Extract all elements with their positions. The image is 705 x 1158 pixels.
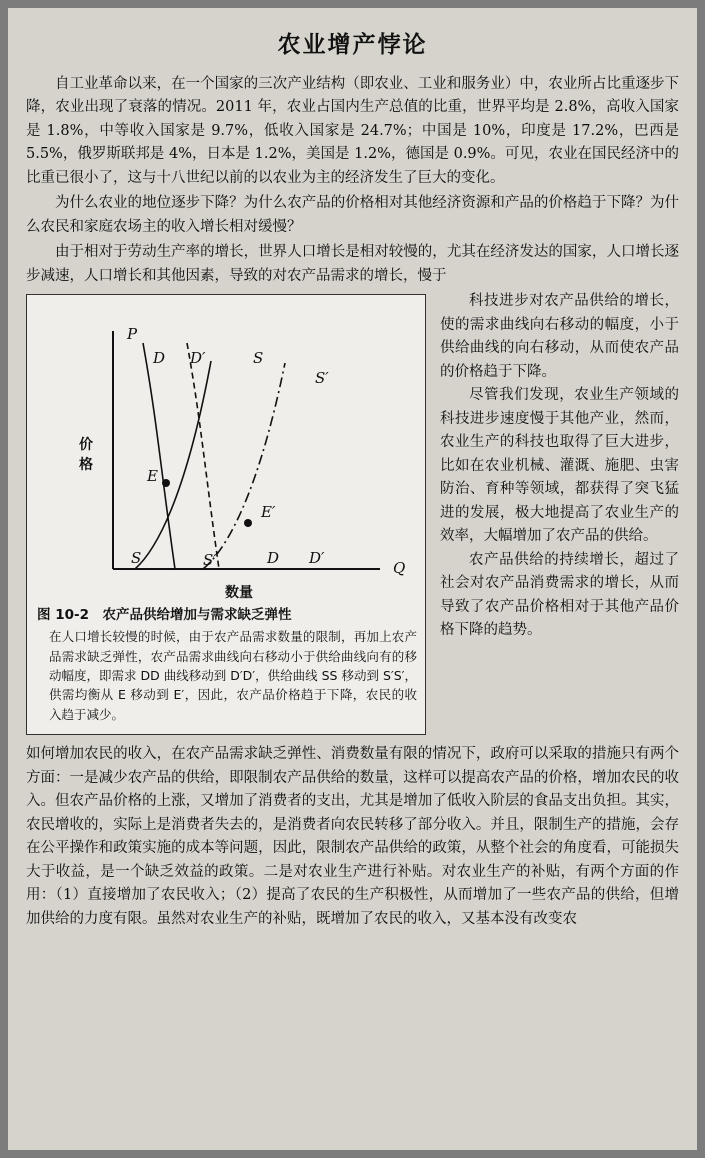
page-title: 农业增产悖论 bbox=[277, 31, 428, 58]
equilibrium-point-e-prime bbox=[244, 519, 252, 527]
label-d-prime: D′ bbox=[190, 349, 206, 368]
side-paragraph-2: 尽管我们发现，农业生产领域的科技进步速度慢于其他产业，然而，农业生产的科技也取得了巨大进步，比如在农业机械、灌溉、施肥、虫害防治、育种等领域，都获得了突飞猛进的发展，极大地提高了农业生产的效率，大幅增加了农产品的供给。 bbox=[440, 387, 679, 545]
figure-caption-body: 在人口增长较慢的时候，由于农产品需求数量的限制，再加上农产品需求缺乏弹性，农产品需求曲线向右移动小于供给曲线向有的移动幅度，即需求 DD 曲线移动到 D′D′，供给曲线 SS 移动到 S′S′，供需均衡从 E 移动到 E′，因此，农产品价格趋于下降，农民的收入趋于减少。 bbox=[49, 629, 417, 722]
x-axis-label: 数量 bbox=[225, 585, 253, 602]
label-s: S bbox=[253, 349, 264, 368]
label-p: P bbox=[127, 325, 138, 344]
label-d-prime-bottom: D′ bbox=[309, 549, 325, 568]
figure-10-2 bbox=[26, 294, 426, 735]
label-d: D bbox=[153, 349, 166, 368]
label-s-prime-bottom: S′ bbox=[203, 551, 217, 570]
closing-section bbox=[26, 739, 679, 931]
chart-svg bbox=[35, 301, 417, 601]
paragraph-3: 由于相对于劳动生产率的增长，世界人口增长是相对较慢的，尤其在经济发达的国家，人口增长逐步减速，人口增长和其他因素，导致的对农产品需求的增长，慢于 bbox=[26, 244, 679, 284]
y-axis-label-char-2: 格 bbox=[79, 457, 93, 474]
figure-and-side-text bbox=[26, 290, 679, 739]
paragraph-2: 为什么农业的地位逐步下降？为什么农产品的价格相对其他经济资源和产品的价格趋于下降？为什么农民和家庭农场主的收入增长相对缓慢？ bbox=[26, 195, 679, 235]
label-e: E bbox=[147, 467, 158, 486]
label-q: Q bbox=[393, 559, 406, 578]
label-e-prime: E′ bbox=[261, 503, 276, 522]
supply-demand-chart bbox=[35, 301, 417, 601]
side-paragraph-3: 农产品供给的持续增长，超过了社会对农产品消费需求的增长，从而导致了农产品价格相对于其他产品价格下降的趋势。 bbox=[440, 551, 679, 639]
document-page bbox=[8, 8, 697, 1150]
figure-caption-title: 图 10-2 农产品供给增加与需求缺乏弹性 bbox=[37, 607, 292, 624]
paragraph-1: 自工业革命以来，在一个国家的三次产业结构（即农业、工业和服务业）中，农业所占比重逐步下降，农业出现了衰落的情况。2011 年，农业占国内生产总值的比重，世界平均是 2.8%，高收入国家是 1.8%，中等收入国家是 9.7%，低收入国家是 24.7%；中国是 10%，印度是 17.2%，巴西是 5.5%，俄罗斯联邦是 4%，日本是 1.2%，美国是 1.2%，德国是 0.9%。可见，农业在国民经济中的比重已很小了，这与十八世纪以前的以农业为主的经济发生了巨大的变化。 bbox=[26, 76, 679, 186]
closing-paragraph: 如何增加农民的收入，在农产品需求缺乏弹性、消费数量有限的情况下，政府可以采取的措施只有两个方面：一是减少农产品的供给，即限制农产品供给的数量，这样可以提高农产品的价格，增加农民的收入。但农产品价格的上涨，又增加了消费者的支出，尤其是增加了低收入阶层的食品支出负担。其实，农民增收的，实际上是消费者失去的，是消费者向农民转移了部分收入。并且，限制生产的措施，会存在公平操作和政策实施的成本等问题，因此，限制农产品供给的政策，从整个社会的角度看，可能损失大于收益，是一个缺乏效益的政策。二是对农业生产进行补贴。对农业生产的补贴，有两个方面的作用：（1）直接增加了农民收入；（2）提高了农民的生产积极性，从而增加了一些农产品的供给，但增加供给的力度有限。虽然对农业生产的补贴，既增加了农民的收入，又基本没有改变农 bbox=[26, 746, 679, 927]
equilibrium-point-e bbox=[162, 479, 170, 487]
label-d-bottom: D bbox=[267, 549, 280, 568]
label-s-prime: S′ bbox=[315, 369, 329, 388]
y-axis-label-char-1: 价 bbox=[79, 437, 93, 454]
label-s-bottom: S bbox=[131, 549, 142, 568]
side-paragraph-1: 科技进步对农产品供给的增长，使的需求曲线向右移动的幅度，小于供给曲线的向右移动，从而使农产品的价格趋于下降。 bbox=[440, 293, 679, 380]
